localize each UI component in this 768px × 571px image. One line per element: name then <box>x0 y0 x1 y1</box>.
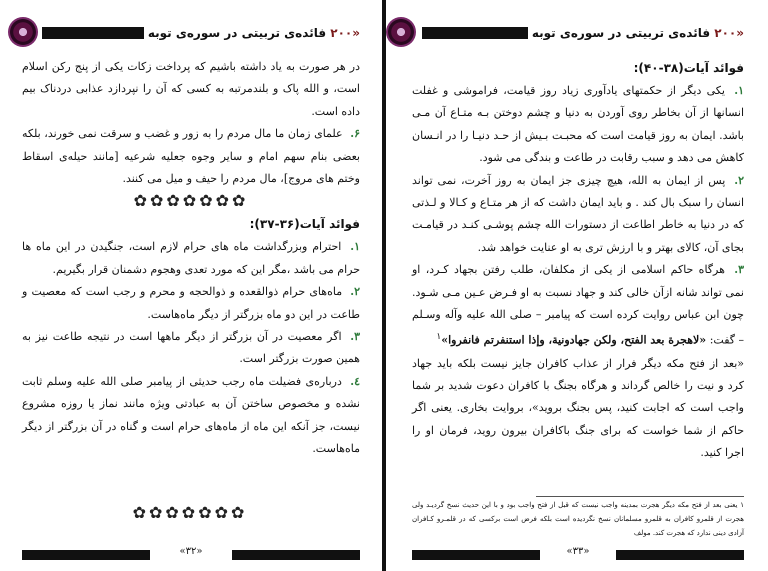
list-item <box>22 326 360 371</box>
left-page <box>0 0 382 571</box>
ornament-divider: ✿✿✿✿✿✿✿ <box>133 191 249 211</box>
header-title-text: فائده‌ی تربیتی در سوره‌ی توبه <box>147 26 327 40</box>
item-text: احترام وبزرگداشت ماه های حرام لازم است، جنگیدن در این ماه ها حرام می باشد ،مگر این که مورد تعدی وهجوم دشمنان قرار بگیریم. <box>22 240 360 276</box>
list-item <box>412 170 744 260</box>
page-number: «۳۲» <box>179 546 203 557</box>
item-text: پس از ایمان به الله، هیچ چیزی جز ایمان به روز آخرت، نمی تواند انسان را سبک بال کند . و باید ایمان داشت که از هر متـاع و کـالا و لـذتی که در دنیا به خاطر اطاعت از دستورات الله چشم پوشـی کنـد در قیامـت بجای آن، کالای بهتر و با ارزش تری به او عنایت خواهد شد. <box>412 173 744 254</box>
item-number: ۲. <box>734 173 744 187</box>
page-footer <box>22 548 360 560</box>
item-number: ۱. <box>350 240 361 254</box>
section-heading: فوائد آیات(۳۶-۳۷): <box>249 217 360 232</box>
emblem-icon <box>8 17 38 47</box>
item-number: ٤. <box>350 374 360 388</box>
list-item <box>22 236 360 281</box>
page-header <box>42 22 364 44</box>
footer-bar <box>22 550 150 560</box>
emblem-icon <box>386 17 416 47</box>
page-number: «۳۳» <box>566 546 590 557</box>
page-footer <box>412 548 744 560</box>
footer-bar <box>616 550 744 560</box>
intro-paragraph: در هر صورت به یاد داشته باشیم که پرداخت زکات یکی از پنج رکن اسلام است، و الله پاک و بلندمرتبه به کسی که آن را نپردازد عذابی دردناک بیم داده است. <box>22 60 360 118</box>
item-number: ۳. <box>350 330 360 344</box>
item-text: یکی دیگر از حکمتهای یادآوری زیاد روز قیامت، فراموشی و غفلت انسانها از آن بخاطر روی آوردن به دنیا و چشم دوختن بـه متـاع آن مـی باشد. ایمان به روز قیامت است که محبـت بـیش از حـد دنیـا را در انـسان کاهش می دهد و سبب رقابت در طاعت و بندگی می شود. <box>412 84 744 165</box>
item-number: ۱. <box>734 84 745 97</box>
bottom-ornament: ✿✿✿✿✿✿✿ <box>132 503 248 522</box>
section-heading: فوائد آیات(۳۸-۴۰): <box>633 61 744 75</box>
footer-bar <box>412 550 540 560</box>
footer-bar <box>232 550 360 560</box>
header-number: «۲۰۰ <box>714 26 744 40</box>
item-text: اگر معصیت در آن بزرگتر از دیگر ماهها است در نتیجه طاعت نیز به همین صورت بزرگتر است. <box>22 330 360 366</box>
page-body <box>22 56 360 461</box>
right-page <box>386 0 768 571</box>
header-title <box>528 23 748 43</box>
item-text: علمای زمان ما مال مردم را به زور و غضب و سرقت نمی خورند، بلکه بعضی بنام سهم امام و سایر وجوه جعلیه شرعیه [مانند حیله‌ی اسقاط وختم های مروج]، مال مردم را حیف و میل می کنند. <box>22 127 360 186</box>
item-text: هرگاه حاکم اسلامی از یکی از مکلفان، طلب رفتن بجهاد کـرد، او نمی تواند شانه ازآن خالی کند و جهاد نسبت به او فـرض عـین مـی شـود. چون ابن عباس روایت کرده است که پیامبر – صلی الله علیه وآله وسـلم – گفت: <box>412 263 744 348</box>
header-title <box>144 23 364 43</box>
item-number: ۲. <box>350 285 361 299</box>
page-body <box>412 56 744 465</box>
footnote-marker[interactable]: ۱ <box>436 331 442 343</box>
footnote-rule <box>536 496 744 497</box>
hadith-text: «لاهجرة بعد الفتح، ولكن جهادونية، وإذا استنفرتم فانفروا» <box>441 334 707 348</box>
header-title-text: فائده‌ی تربیتی در سوره‌ی توبه <box>531 26 711 40</box>
item-text: درباره‌ی فضیلت ماه رجب حدیثی از پیامبر صلی الله علیه وسلم ثابت نشده و مخصوص ساختن آن به عبادتی ویژه مانند نماز یا روزه مشروع نیست، جز آنکه این ماه از ماه‌های حرام است و گناه در آن بزرگتر از دیگر ماه‌هاست. <box>22 374 360 456</box>
list-item <box>22 281 360 326</box>
list-item <box>412 80 744 170</box>
item-continuation: «بعد از فتح مکه دیگر فرار از عذاب کافران جایز نیست بلکه باید جهاد کرد و نیت را خالص گرداند و هرگاه بجنگ با کافران دعوت شدید بر شما واجب است که اجابت کنید، پس بجنگ بروید»، بروایت بخاری. یعنی اگر حاکم از شما خواست که برای جنگ باکافران بیرون روید، فرمان او را اجرا کنید. <box>412 356 744 460</box>
item-number: ۳. <box>734 263 744 277</box>
page-header <box>422 22 748 44</box>
list-item <box>22 371 360 461</box>
footnote: ۱ یعنی بعد از فتح مکه دیگر هجرت بمدینه واجب نیست که قبل از فتح واجب بود و با این حدیث نسخ گردیـد ولی هجرت از قلمرو کافران به قلمرو مسلمانان نسخ نگردیده است بلکه فرض است برکسی که در قلمـرو کـافران آزادی دینی ندارد که هجرت کند. مولف <box>412 501 744 537</box>
header-number: «۲۰۰ <box>330 26 360 40</box>
item-text: ماه‌های حرام ذوالقعده و ذوالحجه و محرم و رجب است که معصیت و طاعت در این دو ماه بزرگتر از دیگر ماه‌هاست. <box>22 285 360 321</box>
list-item <box>412 259 744 352</box>
item-number: ۶. <box>350 127 360 141</box>
list-item <box>22 123 360 190</box>
